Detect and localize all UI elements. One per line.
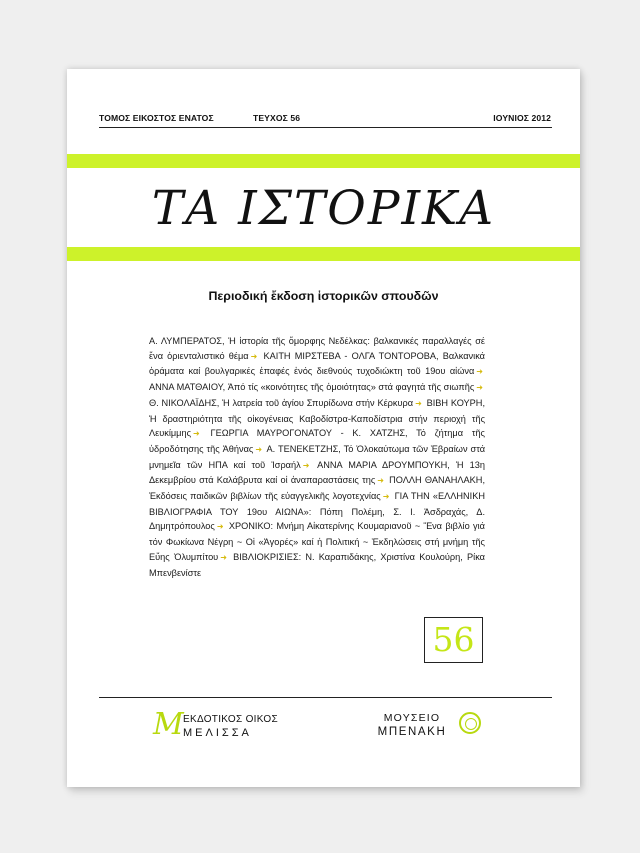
toc-entry: Α. ΛΥΜΠΕΡΑΤΟΣ, Ἡ ἱστορία τῆς ὄμορφης Νεδέλκας: βαλκανικές παραλλαγές σέ ἕνα ὀριενταλιστικό θέμα [149, 336, 485, 361]
toc-entry: ΠΟΛΛΗ ΘΑΝΑΗΛΑΚΗ, Ἐκδόσεις παιδικῶν βιβλίων τῆς εὐαγγελικῆς λογοτεχνίας [149, 475, 485, 502]
publisher-line1: ΕΚΔΟΤΙΚΟΣ ΟΙΚΟΣ [183, 714, 278, 725]
journal-title: ΤΑ ΙΣΤΟΡΙΚΑ [151, 181, 496, 236]
date-label: ΙΟΥΝΙΟΣ 2012 [493, 113, 551, 123]
toc-entry: Α. ΤΕΝΕΚΕΤΖΗΣ, Τό Ὁλοκαύτωμα τῶν Ἑβραίων στά μνημεῖα τῶν ΗΠΑ καί τοῦ Ἰσραήλ [149, 443, 486, 470]
arrow-separator-icon: ➜ [415, 398, 422, 408]
journal-cover [67, 69, 580, 787]
publisher-monogram-icon: M [153, 707, 184, 742]
issue-label: ΤΕΥΧΟΣ 56 [253, 113, 301, 123]
accent-band-top [67, 154, 580, 168]
toc-entry: ΓΕΩΡΓΙΑ ΜΑΥΡΟΓΟΝΑΤΟΥ - Κ. ΧΑΤΖΗΣ, Τό ζήτημα τῆς ὑδροδότησης τῆς Ἀθήνας [149, 428, 485, 454]
toc-entry: ΒΙΒΗ ΚΟΥΡΗ, Ἡ δραστηριότητα τῆς οἰκογένειας Καβοδίστρα-Καποδίστρια στήν περιοχή τῆς Λευκίμμης [149, 397, 485, 439]
toc-entry: ΑΝΝΑ ΜΑΤΘΑΙΟΥ, Ἀπό τίς «κοινότητες τῆς ὁμοιότητας» στά φαγητά τῆς σιωπῆς [149, 382, 475, 393]
museum-line1: ΜΟΥΣΕΙΟ [383, 712, 441, 724]
arrow-separator-icon: ➜ [377, 476, 384, 486]
footer-divider [99, 697, 552, 698]
volume-label: ΤΟΜΟΣ ΕΙΚΟΣΤΟΣ ΕΝΑΤΟΣ [99, 113, 214, 123]
arrow-separator-icon: ➜ [255, 444, 263, 454]
toc-entry: ΧΡΟΝΙΚΟ: Μνήμη Αἰκατερίνης Κουμαριανοῦ ~ Ἕνα βιβλίο γιά τόν Φωκίωνα Νέγρη ~ Οἱ «Ἀγορές» καί ἡ Πολιτική ~ Ἐκδηλώσεις στή μνήμη τῆς Εὔης Ὀλυμπίτου [149, 521, 485, 562]
museum-seal-icon [459, 712, 481, 734]
museum-logo [367, 710, 487, 742]
toc-entry: Θ. ΝΙΚΟΛΑΪΔΗΣ, Ἡ λατρεία τοῦ ἁγίου Σπυρίδωνα στήν Κέρκυρα [149, 397, 414, 408]
arrow-separator-icon: ➜ [250, 351, 258, 361]
museum-name: ΜΠΕΝΑΚΗ [377, 726, 447, 738]
header-divider [99, 127, 552, 128]
arrow-separator-icon: ➜ [216, 522, 224, 532]
toc-entry: ΚΑΙΤΗ ΜΙΡΣΤΕΒΑ - ΟΛΓΑ ΤΟΝΤΟΡΟΒΑ, Βαλκανικά ὁράματα καί βουλγαρικές ἐπαφές ἑνός διεθνούς τυχοδιώκτη τοῦ 19ου αἰώνα [149, 350, 485, 377]
publisher-logo [153, 707, 323, 742]
toc-entry: ΓΙΑ ΤΗΝ «ΕΛΛΗΝΙΚΗ ΒΙΒΛΙΟΓΡΑΦΙΑ ΤΟΥ 19ου ΑΙΩΝΑ»: Πόπη Πολέμη, Σ. Ι. Ἀσδραχάς, Δ. Δημητρόπουλος [149, 491, 485, 532]
publisher-name: ΜΕΛΙΣΣΑ [183, 727, 252, 739]
arrow-separator-icon: ➜ [382, 492, 390, 502]
arrow-separator-icon: ➜ [193, 429, 200, 439]
toc-entry: ΒΙΒΛΙΟΚΡΙΣΙΕΣ: Ν. Καραπιδάκης, Χριστίνα Κουλούρη, Ρίκα Μπενβενίστε [149, 551, 485, 578]
arrow-separator-icon: ➜ [220, 552, 227, 562]
arrow-separator-icon: ➜ [476, 383, 483, 393]
table-of-contents [149, 334, 485, 580]
arrow-separator-icon: ➜ [476, 367, 483, 377]
journal-subtitle: Περιοδική ἔκδοση ἱστορικῶν σπουδῶν [208, 289, 439, 303]
arrow-separator-icon: ➜ [302, 460, 310, 470]
toc-entry: ΑΝΝΑ ΜΑΡΙΑ ΔΡΟΥΜΠΟΥΚΗ, Ἡ 13η Δεκεμβρίου στά Καλάβρυτα καί οἱ ἀναπαραστάσεις της [149, 459, 486, 486]
issue-number-box: 56 [424, 617, 483, 663]
accent-band-bottom [67, 247, 580, 261]
